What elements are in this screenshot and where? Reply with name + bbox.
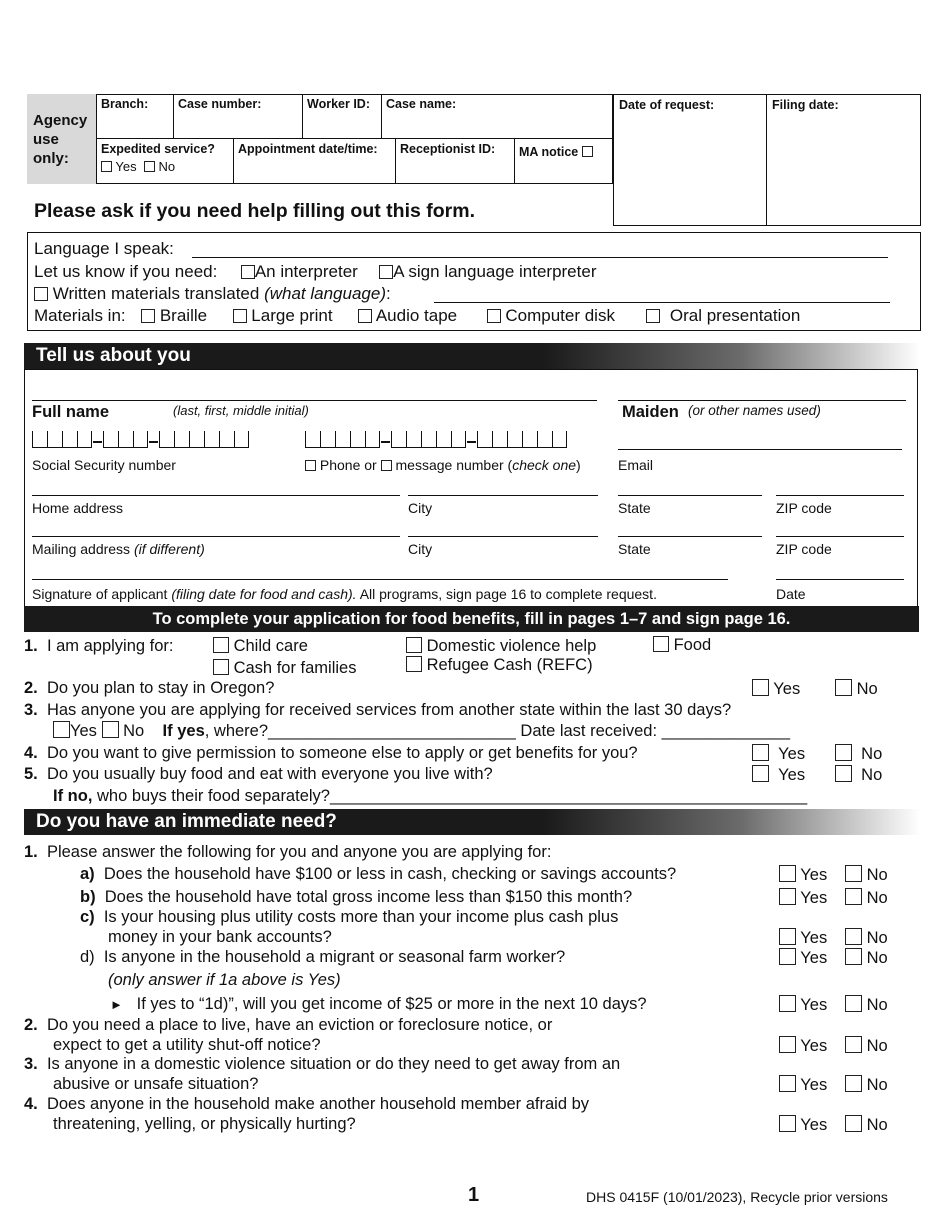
q4-no-checkbox[interactable] <box>835 744 852 761</box>
ma-notice-checkbox[interactable] <box>582 146 593 157</box>
page-number: 1 <box>468 1184 480 1206</box>
language-label: Language I speak: <box>34 239 174 258</box>
mailing-zip-label: ZIP code <box>776 541 832 557</box>
home-state-input[interactable] <box>618 495 762 496</box>
dv-help-checkbox[interactable] <box>406 637 422 653</box>
need-q1: 1. Please answer the following for you and anyone you are applying for: <box>24 843 552 861</box>
email-input[interactable] <box>618 449 902 450</box>
q3n-no-checkbox[interactable] <box>845 1075 862 1092</box>
computer-disk-checkbox[interactable] <box>487 309 501 323</box>
interpreter-checkbox[interactable] <box>241 265 255 279</box>
expedited-no-checkbox[interactable] <box>144 161 155 172</box>
need-q1d-note: (only answer if 1a above is Yes) <box>108 971 341 989</box>
sign-interpreter-checkbox[interactable] <box>379 265 393 279</box>
need-q3: 3. Is anyone in a domestic violence situation or do they need to get away from an <box>24 1055 621 1073</box>
mailing-state-label: State <box>618 541 651 557</box>
language-box: Language I speak: Let us know if you need: An interpreter A sign language interpreter Written materials translated (what language): Materials in: Braille Large print Audio tape Computer disk Oral presentation <box>27 232 921 331</box>
q1c-no-checkbox[interactable] <box>845 928 862 945</box>
branch-field[interactable]: Branch: <box>97 94 174 139</box>
mailing-zip-input[interactable] <box>776 536 904 537</box>
refugee-label: Refugee Cash (REFC) <box>426 656 593 674</box>
home-address-input[interactable] <box>32 495 400 496</box>
q3-no-checkbox[interactable] <box>102 721 119 738</box>
audio-tape-checkbox[interactable] <box>358 309 372 323</box>
refugee-checkbox[interactable] <box>406 656 422 672</box>
case-name-field[interactable]: Case name: <box>382 94 613 139</box>
home-address-label: Home address <box>32 500 124 516</box>
ma-notice-field: MA notice <box>515 139 613 184</box>
child-care-checkbox[interactable] <box>213 637 229 653</box>
q4-yes-checkbox[interactable] <box>752 744 769 761</box>
home-city-label: City <box>408 500 433 516</box>
phone-label: Phone or <box>319 457 377 473</box>
phone-checkbox[interactable] <box>305 460 316 471</box>
date-of-request-field[interactable]: Date of request: <box>619 98 715 112</box>
full-name-hint: (last, first, middle initial) <box>173 403 309 418</box>
apply-q5: 5. Do you usually buy food and eat with everyone you live with? <box>24 765 493 783</box>
apply-q4: 4. Do you want to give permission to someone else to apply or get benefits for you? <box>24 744 638 762</box>
signature-date-label: Date <box>776 586 806 602</box>
q3-yes-checkbox[interactable] <box>53 721 70 738</box>
mailing-city-label: City <box>408 541 433 557</box>
q4n-yes-checkbox[interactable] <box>779 1115 796 1132</box>
q4n-no-checkbox[interactable] <box>845 1115 862 1132</box>
interpreter-label: An interpreter <box>254 262 358 281</box>
expedited-yes-checkbox[interactable] <box>101 161 112 172</box>
need-q1d: d) Is anyone in the household a migrant or seasonal farm worker? <box>80 948 566 966</box>
full-name-input[interactable] <box>32 400 597 401</box>
home-zip-input[interactable] <box>776 495 904 496</box>
filing-date-field[interactable]: Filing date: <box>772 98 839 112</box>
q2n-yes-checkbox[interactable] <box>779 1036 796 1053</box>
q1a-yes-checkbox[interactable] <box>779 865 796 882</box>
maiden-hint: (or other names used) <box>688 403 821 418</box>
apply-q5-detail: If no, who buys their food separately?____________________________________________________ <box>53 787 808 805</box>
section-immediate-need: Do you have an immediate need? <box>24 809 920 835</box>
mailing-state-input[interactable] <box>618 536 762 537</box>
q1c-yes-checkbox[interactable] <box>779 928 796 945</box>
q3n-yes-checkbox[interactable] <box>779 1075 796 1092</box>
full-name-label: Full name <box>32 403 110 421</box>
need-q1c-cont: money in your bank accounts? <box>108 928 332 946</box>
need-q3-cont: abusive or unsafe situation? <box>53 1075 259 1093</box>
q5-yes-checkbox[interactable] <box>752 765 769 782</box>
food-benefits-banner: To complete your application for food benefits, fill in pages 1–7 and sign page 16. <box>24 606 919 632</box>
message-checkbox[interactable] <box>381 460 392 471</box>
oral-presentation-checkbox[interactable] <box>646 309 660 323</box>
maiden-label: Maiden <box>622 403 679 421</box>
home-state-label: State <box>618 500 651 516</box>
need-q2: 2. Do you need a place to live, have an eviction or foreclosure notice, or <box>24 1016 553 1034</box>
signature-input[interactable] <box>32 579 728 580</box>
maiden-input[interactable] <box>618 400 906 401</box>
signature-label: Signature of applicant (filing date for food and cash). All programs, sign page 16 to complete request. <box>32 586 657 602</box>
q1b-no-checkbox[interactable] <box>845 888 862 905</box>
q1d-no-checkbox[interactable] <box>845 948 862 965</box>
message-label: message number ( <box>395 457 513 473</box>
mailing-address-label: Mailing address (if different) <box>32 541 205 557</box>
mailing-city-input[interactable] <box>408 536 598 537</box>
child-care-label: Child care <box>233 637 308 655</box>
let-us-know-label: Let us know if you need: <box>34 262 218 281</box>
materials-in-label: Materials in: <box>34 306 126 325</box>
case-number-field[interactable]: Case number: <box>174 94 303 139</box>
language-input[interactable] <box>192 257 888 258</box>
arrow-icon: ► <box>110 997 123 1012</box>
q1d-follow-yes-checkbox[interactable] <box>779 995 796 1012</box>
q2n-no-checkbox[interactable] <box>845 1036 862 1053</box>
braille-checkbox[interactable] <box>141 309 155 323</box>
apply-q2: 2. Do you plan to stay in Oregon? <box>24 679 275 697</box>
need-q1c: c) Is your housing plus utility costs more than your income plus cash plus <box>80 908 619 926</box>
help-heading: Please ask if you need help filling out this form. <box>34 200 475 222</box>
appointment-field[interactable]: Appointment date/time: <box>234 139 396 184</box>
email-label: Email <box>618 457 654 473</box>
agency-label: Agency use only: <box>27 94 97 184</box>
cash-families-label: Cash for families <box>233 659 357 677</box>
q2-yes-checkbox[interactable] <box>752 679 769 696</box>
section-tell-us: Tell us about you <box>24 343 920 369</box>
q5-no-checkbox[interactable] <box>835 765 852 782</box>
q1a-no-checkbox[interactable] <box>845 865 862 882</box>
translated-language-input[interactable] <box>434 302 890 303</box>
food-checkbox[interactable] <box>653 636 669 652</box>
receptionist-field[interactable]: Receptionist ID: <box>396 139 515 184</box>
ssn-label: Social Security number <box>32 457 176 473</box>
sign-interpreter-label: A sign language interpreter <box>393 262 597 281</box>
need-q2-cont: expect to get a utility shut-off notice? <box>53 1036 321 1054</box>
cash-families-checkbox[interactable] <box>213 659 229 675</box>
home-zip-label: ZIP code <box>776 500 832 516</box>
large-print-checkbox[interactable] <box>233 309 247 323</box>
q1d-follow-no-checkbox[interactable] <box>845 995 862 1012</box>
q2-no-checkbox[interactable] <box>835 679 852 696</box>
dv-help-label: Domestic violence help <box>426 637 597 655</box>
need-q1d-follow: ► If yes to “1d)”, will you get income of $25 or more in the next 10 days? <box>110 995 647 1013</box>
phone-input[interactable] <box>305 431 567 448</box>
form-id: DHS 0415F (10/01/2023), Recycle prior versions <box>586 1189 888 1205</box>
apply-q3-detail: Yes No If yes, where?___________________________ Date last received: ______________ <box>53 721 790 741</box>
need-q4: 4. Does anyone in the household make another household member afraid by <box>24 1095 590 1113</box>
signature-date-input[interactable] <box>776 579 904 580</box>
q1d-yes-checkbox[interactable] <box>779 948 796 965</box>
home-city-input[interactable] <box>408 495 598 496</box>
mailing-address-input[interactable] <box>32 536 400 537</box>
q1b-yes-checkbox[interactable] <box>779 888 796 905</box>
translated-label: Written materials translated <box>52 284 265 303</box>
need-q1a: a) Does the household have $100 or less in cash, checking or savings accounts? <box>80 865 677 883</box>
translated-checkbox[interactable] <box>34 287 48 301</box>
expedited-field: Expedited service? Yes No <box>97 139 234 184</box>
apply-q3: 3. Has anyone you are applying for received services from another state within the last 30 days? <box>24 701 732 719</box>
need-q1b: b) Does the household have total gross income less than $150 this month? <box>80 888 633 906</box>
food-label: Food <box>673 636 712 654</box>
apply-q1: 1. I am applying for: <box>24 637 174 655</box>
worker-id-field[interactable]: Worker ID: <box>303 94 382 139</box>
translated-hint: (what language) <box>264 284 386 303</box>
need-q4-cont: threatening, yelling, or physically hurting? <box>53 1115 356 1133</box>
ssn-input[interactable] <box>32 431 249 448</box>
